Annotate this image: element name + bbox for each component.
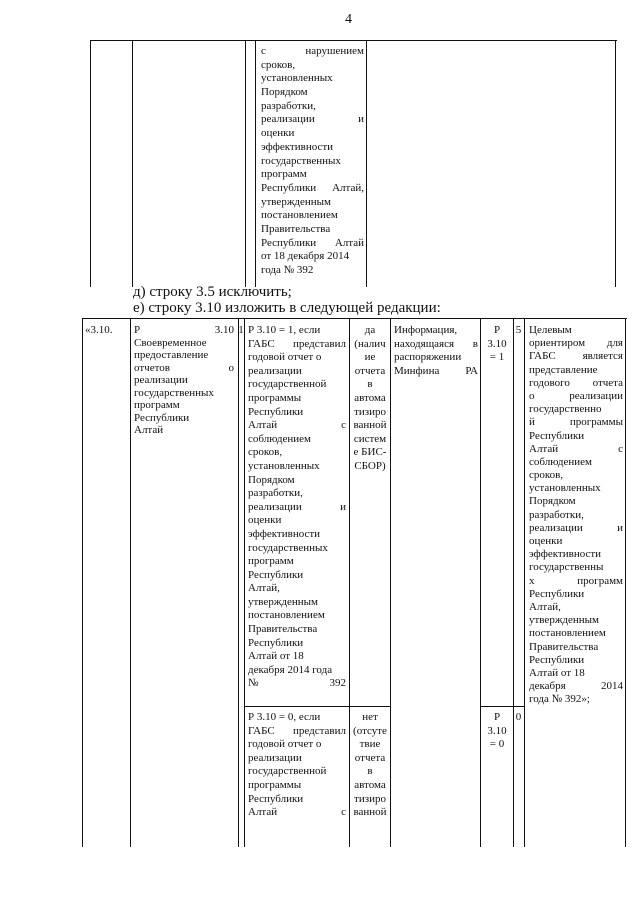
text-line: государственных [261, 154, 341, 167]
text-line: эффективности [248, 527, 321, 540]
text-line: й программы [529, 416, 623, 429]
text-line: в [367, 765, 373, 778]
text-line: Р 3.10 = 1, если [248, 324, 321, 336]
table-left-border [82, 318, 83, 847]
text-line: реализации и [261, 113, 364, 126]
column-divider [238, 318, 239, 847]
text-line: Республики [248, 792, 304, 805]
text-line: реализации и [248, 500, 346, 513]
text-line: тизиро [354, 405, 386, 418]
column-divider [524, 318, 525, 847]
text-line: Р [493, 324, 501, 336]
text-line: государственных [248, 541, 328, 554]
text-line: да [364, 324, 376, 336]
text-line: нет [362, 711, 378, 723]
table-right-border [615, 40, 616, 287]
row-number: «3.10. [85, 324, 113, 336]
text-line: утвержденным [261, 195, 332, 208]
text-line: соблюдением [529, 455, 592, 468]
text-line: отчета [354, 751, 386, 764]
text-line: реализации [248, 751, 302, 764]
text-line: Республики [248, 405, 304, 418]
text-line: Алтай с [248, 806, 346, 819]
text-line: Республики Алтай [261, 236, 364, 249]
text-line: Алтай, [248, 582, 280, 595]
text-line: установленных [248, 459, 320, 472]
text-line: установленных [261, 72, 333, 85]
text-line: Алтай с [529, 442, 623, 455]
text-line: программ [261, 168, 307, 181]
text-line: Алтай с [248, 419, 346, 432]
text-line: Порядком [261, 86, 308, 99]
text-line: Алтай от 18 [248, 650, 304, 663]
text-line: о реализации [529, 389, 623, 402]
text-line: отчетов о [134, 361, 234, 374]
text-line: декабря 2014 [529, 680, 623, 693]
text-line: ГАБС является [529, 350, 623, 363]
text-line: Республики [529, 429, 585, 442]
target-guideline [529, 324, 623, 706]
text-line: утвержденным [248, 595, 319, 608]
text-line: эффективности [529, 548, 602, 561]
value-yes [352, 324, 388, 474]
text-line: СБОР) [354, 459, 386, 472]
text-line: представление [529, 363, 598, 376]
points-1: 5 [515, 324, 522, 336]
text-line: Минфина РА [394, 364, 478, 377]
text-line: сроков, [248, 446, 283, 459]
text-line: разработки, [529, 508, 584, 521]
table-top-border [82, 318, 627, 319]
text-line: годовой отчет о [248, 351, 322, 364]
text-line: ванной [353, 419, 387, 432]
text-line: установленных [529, 482, 601, 495]
column-divider [349, 318, 350, 847]
text-line: эффективности [261, 140, 334, 153]
text-line: автома [354, 778, 386, 791]
text-line: оценки [529, 535, 563, 547]
text-line: Порядком [529, 495, 576, 508]
score-2 [482, 711, 512, 752]
table-left-border [90, 40, 91, 287]
text-line: в [367, 378, 373, 391]
points-2: 0 [515, 711, 522, 723]
text-line: разработки, [248, 487, 303, 500]
text-line: ГАБС представил [248, 337, 346, 350]
text-line: оценки [248, 514, 282, 527]
text-line: утвержденным [529, 614, 600, 627]
text-line: Республики [529, 587, 585, 600]
column-divider [513, 318, 514, 847]
text-line: предоставление [134, 349, 209, 361]
condition-1 [248, 324, 346, 691]
page-number: 4 [345, 12, 352, 27]
text-line: Правительства [529, 640, 599, 653]
text-line: находящаяся в [394, 337, 478, 350]
text-line: автома [354, 391, 386, 404]
continued-table [90, 40, 617, 287]
condition-2 [248, 711, 346, 820]
text-line: Республики [529, 653, 585, 666]
text-line: программы [248, 778, 302, 791]
text-line: тизиро [354, 792, 386, 805]
text-line: разработки, [261, 99, 316, 112]
text-line: сроков, [529, 469, 564, 482]
text-line: Алтай, [529, 600, 561, 613]
text-line: реализации и [529, 521, 623, 534]
text-line: постановлением [248, 609, 325, 622]
text-line: Правительства [248, 623, 318, 636]
score-1 [482, 324, 512, 365]
text-line: Алтай [134, 424, 164, 436]
text-line: 3.10 [487, 337, 507, 350]
text-line: Информация, [394, 324, 458, 336]
text-line: государственны [529, 561, 604, 574]
text-line: = 1 [489, 351, 505, 364]
text-line: постановлением [529, 627, 606, 640]
text-line: реализации [134, 374, 188, 386]
text-line: Правительства [261, 222, 331, 235]
column-divider [366, 40, 367, 287]
text-line: Республики [248, 636, 304, 649]
text-line: распоряжении [394, 351, 462, 364]
text-line: 3.10 [487, 724, 507, 737]
column-divider [132, 40, 133, 287]
text-line: Своевременное [134, 336, 207, 349]
text-line: (налич [354, 337, 386, 350]
column-divider [130, 318, 131, 847]
text-line: государственных [134, 386, 214, 399]
amendment-e: е) строку 3.10 изложить в следующей редакции: [133, 300, 441, 316]
text-line: оценки [261, 127, 295, 140]
column-divider [480, 318, 481, 847]
text-line: годовой отчет о [248, 738, 322, 751]
text-line: систем [353, 432, 387, 445]
text-line: соблюдением [248, 432, 311, 445]
text-line: годового отчета [529, 376, 623, 389]
table-top-border [90, 40, 617, 41]
text-line: Республики [134, 411, 190, 424]
text-line: ванной [353, 806, 387, 819]
text-line: ГАБС представил [248, 724, 346, 737]
text-line: е БИС- [353, 446, 387, 459]
text-line: ие [364, 351, 376, 364]
text-line: реализации [248, 364, 302, 377]
text-line: сроков, [261, 58, 296, 71]
text-line: (отсуте [353, 724, 387, 737]
table-right-border [625, 318, 626, 847]
text-line: ориентиром для [529, 337, 623, 350]
text-line: программ [134, 399, 180, 411]
condition-text [261, 45, 364, 278]
text-line: года № 392»; [529, 693, 590, 706]
text-line: от 18 декабря 2014 [261, 250, 350, 263]
indicator-table [82, 318, 627, 847]
text-line: Р [493, 711, 501, 723]
text-line: х программ [529, 574, 623, 587]
text-line: государственно [529, 403, 602, 416]
text-line: № 392 [248, 677, 346, 690]
text-line: постановлением [261, 209, 338, 222]
text-line: Алтай от 18 [529, 666, 585, 679]
text-line: твие [359, 738, 381, 751]
text-line: = 0 [489, 738, 505, 751]
indicator-name [134, 324, 234, 437]
text-line: Республики [248, 568, 304, 581]
text-line: Целевым [529, 324, 572, 336]
data-source [394, 324, 478, 378]
row-divider [244, 706, 390, 707]
weight: 1 [238, 324, 244, 336]
text-line: программ [248, 555, 294, 568]
column-divider [390, 318, 391, 847]
text-line: программы [248, 391, 302, 404]
text-line: Р 3.10 [134, 324, 234, 336]
column-divider [244, 318, 245, 847]
value-no [352, 711, 388, 820]
column-divider [255, 40, 256, 287]
row-divider [480, 706, 524, 707]
text-line: Республики Алтай, [261, 181, 364, 194]
text-line: Р 3.10 = 0, если [248, 711, 321, 723]
text-line: Порядком [248, 473, 295, 486]
text-line: декабря 2014 года [248, 663, 333, 676]
text-line: года № 392 [261, 264, 314, 276]
column-divider [245, 40, 246, 287]
text-line: государственной [248, 378, 327, 391]
text-line: отчета [354, 364, 386, 377]
text-line: государственной [248, 765, 327, 778]
text-line: с нарушением [261, 45, 364, 57]
amendment-d: д) строку 3.5 исключить; [133, 284, 292, 300]
